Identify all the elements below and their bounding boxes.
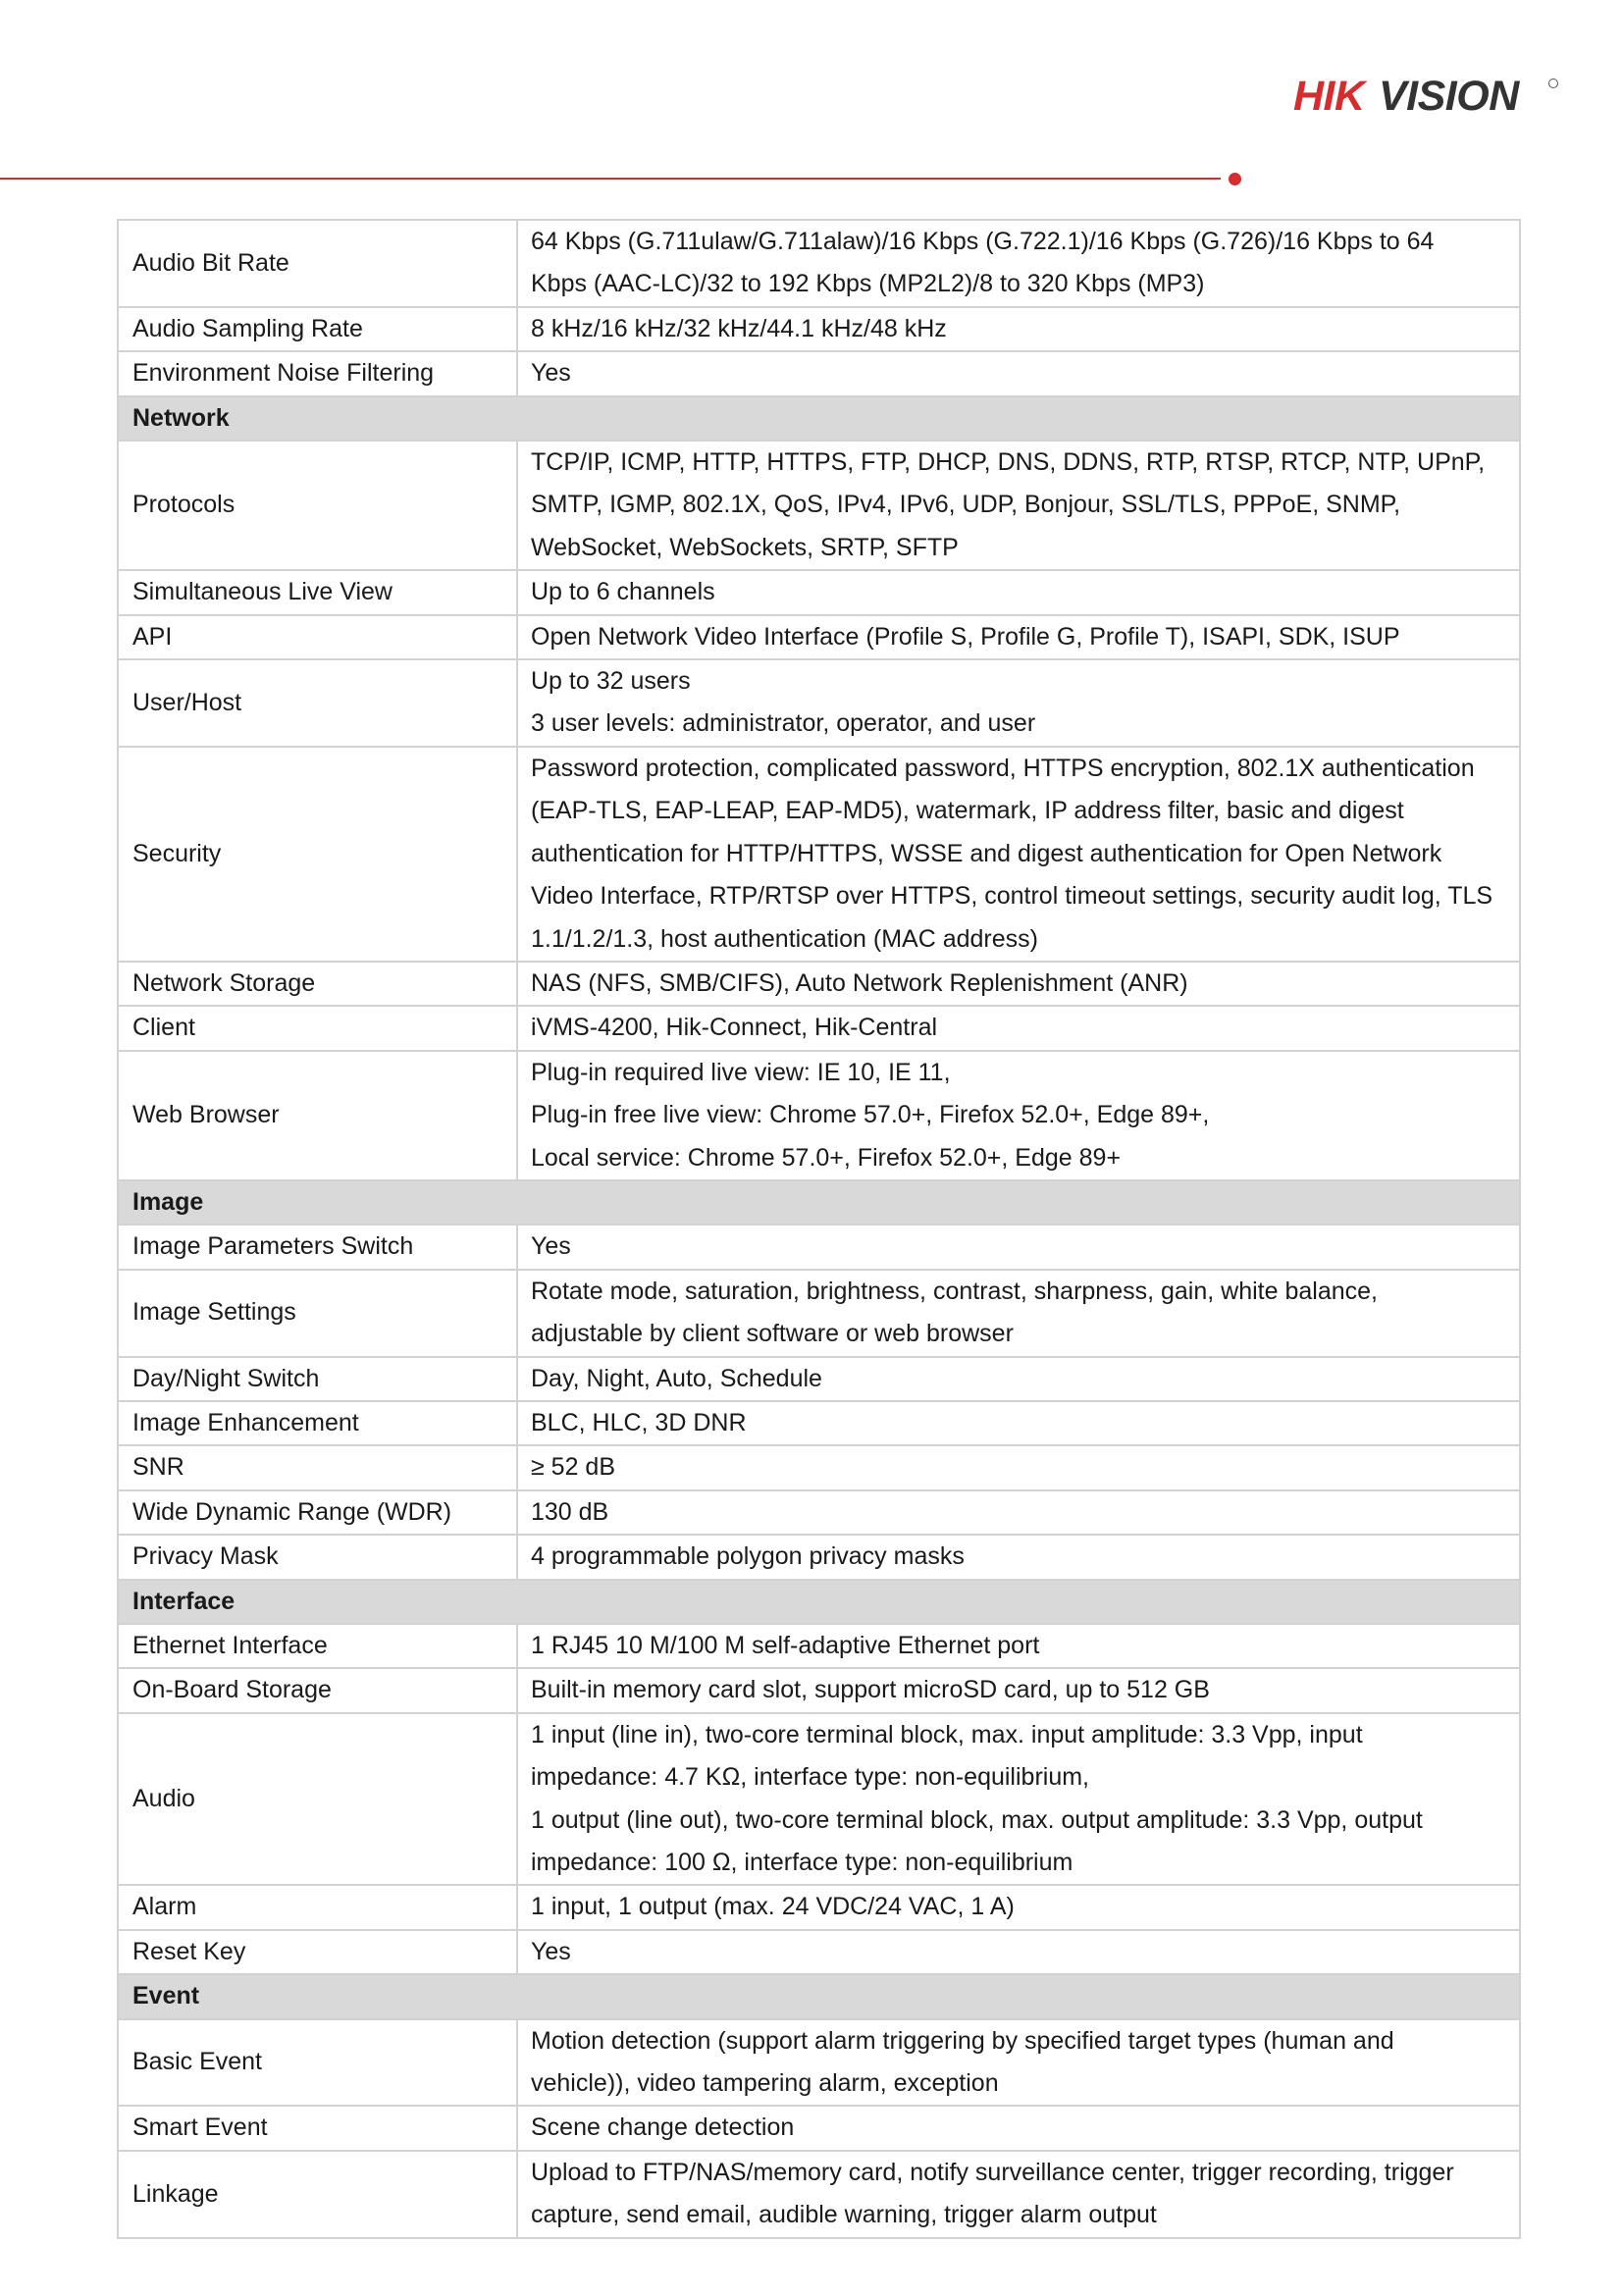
spec-value bbox=[517, 615, 1520, 659]
spec-row bbox=[118, 1006, 1520, 1050]
spec-value-line: TCP/IP, ICMP, HTTP, HTTPS, FTP, DHCP, DNS, DDNS, RTP, RTSP, RTCP, NTP, UPnP, bbox=[531, 448, 1486, 477]
spec-row bbox=[118, 2019, 1520, 2107]
spec-value-line: Motion detection (support alarm triggering by specified target types (human and bbox=[531, 2026, 1394, 2055]
spec-row bbox=[118, 1270, 1520, 1357]
spec-row bbox=[118, 747, 1520, 962]
spec-value-line: 64 Kbps (G.711ulaw/G.711alaw)/16 Kbps (G.722.1)/16 Kbps (G.726)/16 Kbps to 64 bbox=[531, 228, 1435, 255]
spec-value-line: Yes bbox=[531, 1232, 571, 1261]
spec-value-line: Yes bbox=[531, 359, 571, 388]
spec-value-line: Password protection, complicated password, HTTPS encryption, 802.1X authentication bbox=[531, 754, 1475, 782]
spec-label: User/Host bbox=[118, 659, 517, 747]
spec-row bbox=[118, 2106, 1520, 2150]
spec-label: Security bbox=[118, 747, 517, 962]
svg-text:HIK: HIK bbox=[1293, 73, 1365, 120]
spec-row bbox=[118, 1357, 1520, 1401]
spec-value bbox=[517, 2151, 1520, 2238]
spec-value bbox=[517, 1535, 1520, 1579]
spec-value bbox=[517, 1357, 1520, 1401]
spec-row bbox=[118, 1490, 1520, 1535]
spec-label: Alarm bbox=[118, 1885, 517, 1929]
spec-label: Ethernet Interface bbox=[118, 1624, 517, 1668]
spec-value-line: Up to 6 channels bbox=[531, 578, 715, 606]
section-header-row bbox=[118, 1180, 1520, 1225]
spec-value bbox=[517, 2106, 1520, 2150]
spec-row bbox=[118, 1401, 1520, 1445]
spec-row bbox=[118, 962, 1520, 1006]
spec-row bbox=[118, 2151, 1520, 2238]
brand-logo bbox=[1293, 71, 1560, 120]
spec-row bbox=[118, 570, 1520, 614]
spec-label: Wide Dynamic Range (WDR) bbox=[118, 1490, 517, 1535]
spec-value-line: impedance: 100 Ω, interface type: non-equilibrium bbox=[531, 1849, 1073, 1877]
spec-row bbox=[118, 1624, 1520, 1668]
spec-value-line: Plug-in free live view: Chrome 57.0+, Firefox 52.0+, Edge 89+, bbox=[531, 1101, 1210, 1129]
spec-value-line: adjustable by client software or web browser bbox=[531, 1320, 1014, 1348]
spec-value-line: capture, send email, audible warning, trigger alarm output bbox=[531, 2201, 1157, 2229]
spec-label: API bbox=[118, 615, 517, 659]
spec-label: Protocols bbox=[118, 441, 517, 570]
spec-label: Audio bbox=[118, 1713, 517, 1886]
spec-value-line: (EAP-TLS, EAP-LEAP, EAP-MD5), watermark, IP address filter, basic and digest bbox=[531, 797, 1404, 825]
spec-row bbox=[118, 1930, 1520, 1974]
spec-value bbox=[517, 1225, 1520, 1269]
spec-value bbox=[517, 351, 1520, 395]
header-divider bbox=[0, 178, 1221, 180]
spec-row bbox=[118, 1885, 1520, 1929]
spec-label: Smart Event bbox=[118, 2106, 517, 2150]
spec-row bbox=[118, 659, 1520, 747]
section-header-row bbox=[118, 396, 1520, 441]
spec-value-line: Video Interface, RTP/RTSP over HTTPS, control timeout settings, security audit log, TLS bbox=[531, 882, 1493, 911]
spec-value-line: Plug-in required live view: IE 10, IE 11, bbox=[531, 1058, 951, 1086]
spec-value-line: Up to 32 users bbox=[531, 667, 691, 696]
spec-value bbox=[517, 1051, 1520, 1180]
spec-label: Image Parameters Switch bbox=[118, 1225, 517, 1269]
spec-value-line: 3 user levels: administrator, operator, and user bbox=[531, 709, 1036, 738]
spec-label: Environment Noise Filtering bbox=[118, 351, 517, 395]
spec-value-line: SMTP, IGMP, 802.1X, QoS, IPv4, IPv6, UDP, Bonjour, SSL/TLS, PPPoE, SNMP, bbox=[531, 491, 1401, 519]
spec-value bbox=[517, 747, 1520, 962]
spec-value-line: 8 kHz/16 kHz/32 kHz/44.1 kHz/48 kHz bbox=[531, 314, 947, 342]
spec-row bbox=[118, 1225, 1520, 1269]
spec-value-line: Scene change detection bbox=[531, 2113, 795, 2142]
spec-value bbox=[517, 1270, 1520, 1357]
spec-value-line: 1 output (line out), two-core terminal block, max. output amplitude: 3.3 Vpp, output bbox=[531, 1805, 1423, 1834]
spec-value-line: ≥ 52 dB bbox=[531, 1453, 615, 1482]
spec-label: Linkage bbox=[118, 2151, 517, 2238]
spec-value-line: 1 RJ45 10 M/100 M self-adaptive Ethernet port bbox=[531, 1632, 1040, 1659]
spec-row bbox=[118, 615, 1520, 659]
spec-value bbox=[517, 1885, 1520, 1929]
spec-value-line: Open Network Video Interface (Profile S, Profile G, Profile T), ISAPI, SDK, ISUP bbox=[531, 622, 1400, 651]
spec-value-line: Kbps (AAC-LC)/32 to 192 Kbps (MP2L2)/8 to 320 Kbps (MP3) bbox=[531, 270, 1205, 298]
spec-value-line: vehicle)), video tampering alarm, exception bbox=[531, 2069, 999, 2098]
spec-value bbox=[517, 2019, 1520, 2107]
spec-value bbox=[517, 659, 1520, 747]
spec-value-line: NAS (NFS, SMB/CIFS), Auto Network Replenishment (ANR) bbox=[531, 968, 1188, 997]
spec-row bbox=[118, 441, 1520, 570]
spec-value-line: Upload to FTP/NAS/memory card, notify surveillance center, trigger recording, trigger bbox=[531, 2158, 1454, 2186]
spec-label: Audio Bit Rate bbox=[118, 220, 517, 307]
spec-value-line: Built-in memory card slot, support microSD card, up to 512 GB bbox=[531, 1676, 1210, 1704]
spec-value-line: 1.1/1.2/1.3, host authentication (MAC address) bbox=[531, 924, 1038, 953]
spec-value-line: iVMS-4200, Hik-Connect, Hik-Central bbox=[531, 1014, 938, 1042]
spec-value-line: authentication for HTTP/HTTPS, WSSE and digest authentication for Open Network bbox=[531, 839, 1442, 867]
spec-row bbox=[118, 351, 1520, 395]
spec-value-line: 1 input (line in), two-core terminal block, max. input amplitude: 3.3 Vpp, input bbox=[531, 1720, 1363, 1748]
spec-value bbox=[517, 1401, 1520, 1445]
spec-label: Basic Event bbox=[118, 2019, 517, 2107]
spec-table-body bbox=[118, 220, 1520, 2238]
spec-label: Network Storage bbox=[118, 962, 517, 1006]
spec-value-line: Rotate mode, saturation, brightness, contrast, sharpness, gain, white balance, bbox=[531, 1277, 1378, 1305]
spec-value bbox=[517, 570, 1520, 614]
spec-value-line: impedance: 4.7 KΩ, interface type: non-equilibrium, bbox=[531, 1763, 1089, 1792]
spec-label: Image Settings bbox=[118, 1270, 517, 1357]
spec-value bbox=[517, 441, 1520, 570]
spec-row bbox=[118, 220, 1520, 307]
spec-value bbox=[517, 1445, 1520, 1489]
header-divider-dot bbox=[1229, 173, 1241, 185]
spec-value-line: Day, Night, Auto, Schedule bbox=[531, 1364, 822, 1392]
section-title: Interface bbox=[118, 1580, 1520, 1624]
spec-row bbox=[118, 1445, 1520, 1489]
spec-label: Image Enhancement bbox=[118, 1401, 517, 1445]
spec-value bbox=[517, 1006, 1520, 1050]
spec-row bbox=[118, 1713, 1520, 1886]
spec-label: Web Browser bbox=[118, 1051, 517, 1180]
spec-value-line: 4 programmable polygon privacy masks bbox=[531, 1542, 965, 1571]
spec-value-line: 130 dB bbox=[531, 1497, 609, 1526]
spec-row bbox=[118, 1668, 1520, 1712]
spec-value-line: 1 input, 1 output (max. 24 VDC/24 VAC, 1 A) bbox=[531, 1893, 1015, 1921]
spec-value bbox=[517, 962, 1520, 1006]
spec-value bbox=[517, 1930, 1520, 1974]
spec-label: Client bbox=[118, 1006, 517, 1050]
spec-row bbox=[118, 307, 1520, 351]
spec-value bbox=[517, 1668, 1520, 1712]
spec-label: Day/Night Switch bbox=[118, 1357, 517, 1401]
spec-label: Audio Sampling Rate bbox=[118, 307, 517, 351]
spec-label: Reset Key bbox=[118, 1930, 517, 1974]
spec-label: On-Board Storage bbox=[118, 1668, 517, 1712]
spec-value-line: Yes bbox=[531, 1937, 571, 1965]
spec-value bbox=[517, 1624, 1520, 1668]
section-header-row bbox=[118, 1974, 1520, 2018]
spec-value-line: BLC, HLC, 3D DNR bbox=[531, 1408, 747, 1436]
section-title: Event bbox=[118, 1974, 1520, 2018]
spec-value bbox=[517, 307, 1520, 351]
spec-table bbox=[117, 219, 1521, 2239]
spec-label: Simultaneous Live View bbox=[118, 570, 517, 614]
spec-value-line: WebSocket, WebSockets, SRTP, SFTP bbox=[531, 533, 959, 561]
spec-label: Privacy Mask bbox=[118, 1535, 517, 1579]
section-title: Network bbox=[118, 396, 1520, 441]
spec-label: SNR bbox=[118, 1445, 517, 1489]
spec-row bbox=[118, 1051, 1520, 1180]
spec-value bbox=[517, 1490, 1520, 1535]
section-header-row bbox=[118, 1580, 1520, 1624]
spec-value bbox=[517, 220, 1520, 307]
spec-value-line: Local service: Chrome 57.0+, Firefox 52.0+, Edge 89+ bbox=[531, 1143, 1122, 1172]
svg-text:VISION: VISION bbox=[1379, 73, 1519, 120]
spec-row bbox=[118, 1535, 1520, 1579]
section-title: Image bbox=[118, 1180, 1520, 1225]
spec-value bbox=[517, 1713, 1520, 1886]
